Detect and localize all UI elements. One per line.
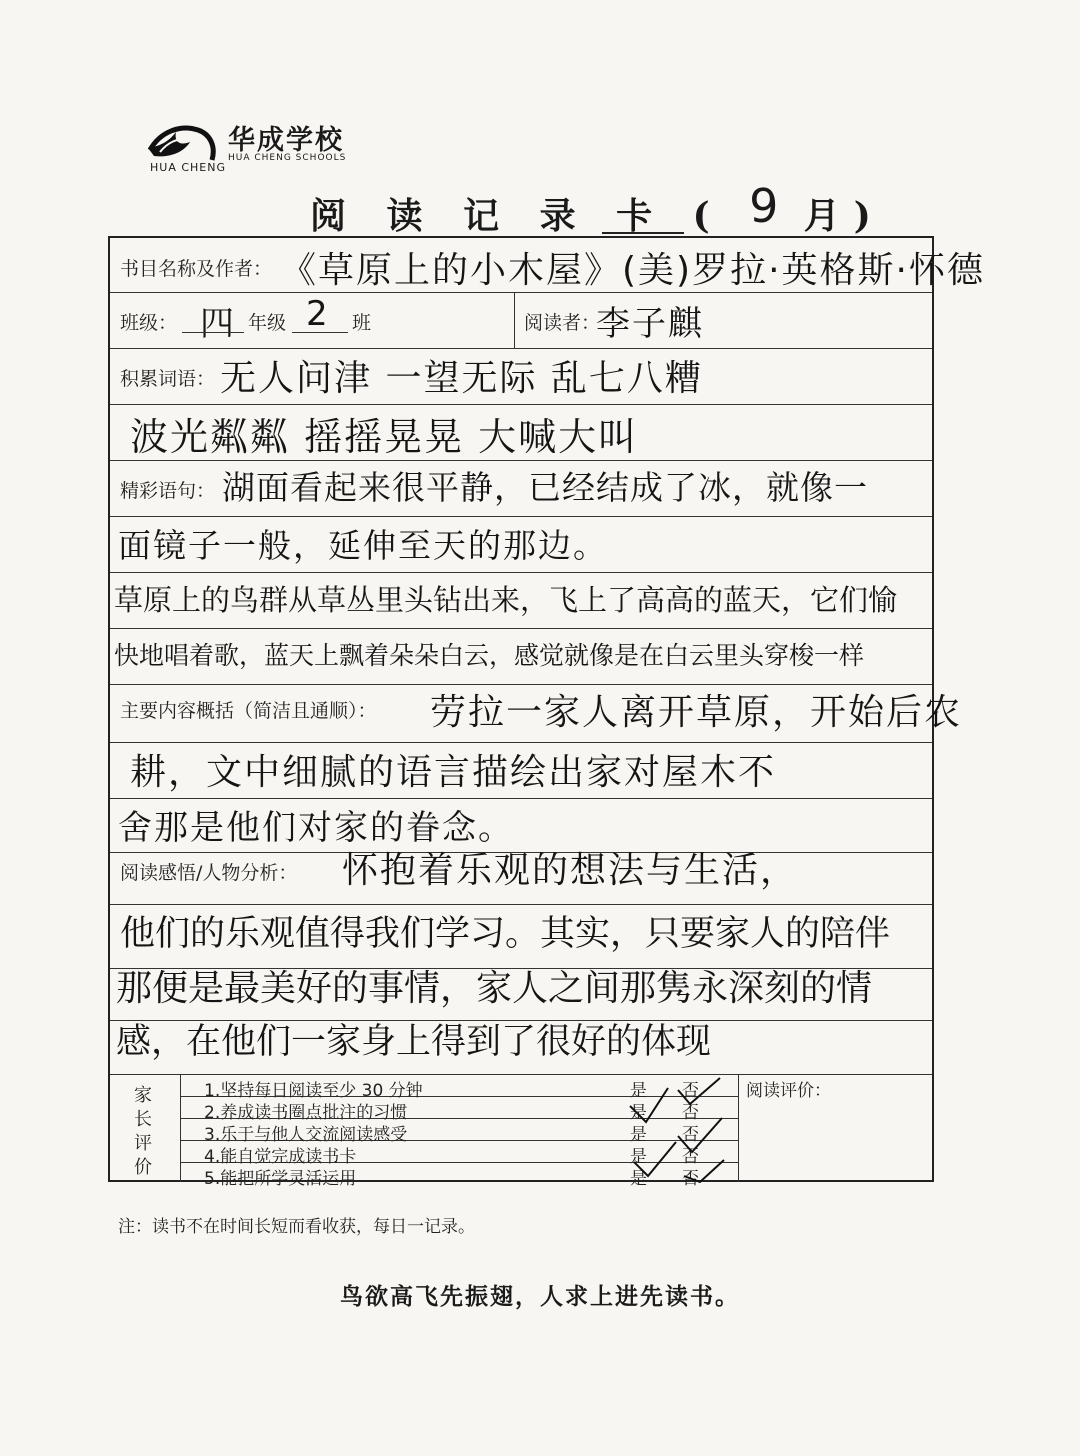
side-label-4: 价 (134, 1157, 152, 1178)
book-value: 《草原上的小木屋》(美)罗拉·英格斯·怀德 (280, 250, 985, 291)
grade-underline (182, 332, 244, 333)
yes-4[interactable]: 是 (630, 1147, 647, 1167)
eval-item-1: 1.坚持每日阅读至少 30 分钟 (204, 1081, 423, 1101)
sentences-line-1: 湖面看起来很平静，已经结成了冰，就像一 (222, 468, 868, 507)
no-3[interactable]: 否 (682, 1125, 699, 1145)
school-name: 华成学校 (228, 125, 344, 156)
summary-line-1: 劳拉一家人离开草原，开始后农 (430, 692, 963, 733)
eval-item-4: 4.能自觉完成读书卡 (204, 1147, 357, 1167)
side-label-3: 评 (134, 1133, 152, 1154)
footnote: 注：读书不在时间长短而看收获，每日一记录。 (118, 1217, 475, 1237)
sentences-line-2: 面镜子一般，延伸至天的那边。 (118, 526, 608, 565)
school-name-en: HUA CHENG SCHOOLS (228, 153, 347, 163)
yes-2[interactable]: 是 (630, 1103, 647, 1123)
sentences-line-3: 草原上的鸟群从草丛里头钻出来，飞上了高高的蓝天，它们愉 (114, 583, 898, 617)
side-label-1: 家 (134, 1085, 152, 1106)
class-reader-divider (514, 292, 515, 348)
grade-value: 四 (200, 304, 236, 344)
words-label: 积累词语： (120, 368, 216, 390)
no-1[interactable]: 否 (682, 1081, 699, 1101)
month-underline (602, 232, 684, 234)
yes-1[interactable]: 是 (630, 1081, 647, 1101)
eval-item-2: 2.养成读书圈点批注的习惯 (204, 1103, 408, 1123)
title-prefix: 阅 读 记 录 卡 ( (310, 195, 724, 237)
yes-3[interactable]: 是 (630, 1125, 647, 1145)
words-line-1: 无人问津 一望无际 乱七八糟 (220, 358, 703, 399)
summary-label: 主要内容概括（简洁且通顺）： (120, 700, 377, 722)
feeling-line-1: 怀抱着乐观的想法与生活， (342, 850, 799, 891)
check-marks-icon (620, 1074, 730, 1184)
eval-item-3: 3.乐于与他人交流阅读感受 (204, 1125, 408, 1145)
summary-line-2: 耕，文中细腻的语言描绘出家对屋木不 (130, 752, 777, 793)
sentences-label: 精彩语句： (120, 480, 216, 502)
reading-eval-label: 阅读评价： (746, 1081, 831, 1101)
eval-item-5: 5.能把所学灵活运用 (204, 1169, 357, 1189)
words-line-2: 波光粼粼 摇摇晃晃 大喊大叫 (130, 415, 639, 459)
class-underline (292, 332, 348, 333)
no-4[interactable]: 否 (682, 1147, 699, 1167)
feeling-line-3: 那便是最美好的事情，家人之间那隽永深刻的情 (116, 968, 873, 1009)
no-5[interactable]: 否 (682, 1169, 699, 1189)
class-text: 班 (352, 312, 372, 334)
sentences-line-4: 快地唱着歌，蓝天上飘着朵朵白云，感觉就像是在白云里头穿梭一样 (114, 641, 865, 670)
reader-label: 阅读者： (524, 312, 601, 334)
no-2[interactable]: 否 (682, 1103, 699, 1123)
feeling-label: 阅读感悟/人物分析： (120, 862, 298, 884)
reader-value: 李子麒 (596, 304, 704, 344)
class-value: 2 (306, 294, 330, 334)
book-label: 书目名称及作者： (120, 258, 273, 280)
motto: 鸟欲高飞先振翅，人求上进先读书。 (340, 1284, 740, 1310)
yes-5[interactable]: 是 (630, 1169, 647, 1189)
title-suffix: 月) (803, 195, 885, 237)
reading-record-card (108, 236, 985, 1189)
side-label-2: 长 (134, 1109, 152, 1130)
card-title (310, 179, 885, 239)
logo-text-en-short: HUA CHENG (150, 161, 226, 174)
summary-line-3: 舍那是他们对家的眷念。 (118, 808, 514, 848)
grade-text: 年级 (248, 312, 287, 334)
feeling-line-4: 感，在他们一家身上得到了很好的体现 (116, 1022, 712, 1062)
class-label: 班级： (120, 312, 178, 334)
feeling-line-2: 他们的乐观值得我们学习。其实，只要家人的陪伴 (120, 914, 891, 954)
title-month: 9 (749, 179, 779, 233)
